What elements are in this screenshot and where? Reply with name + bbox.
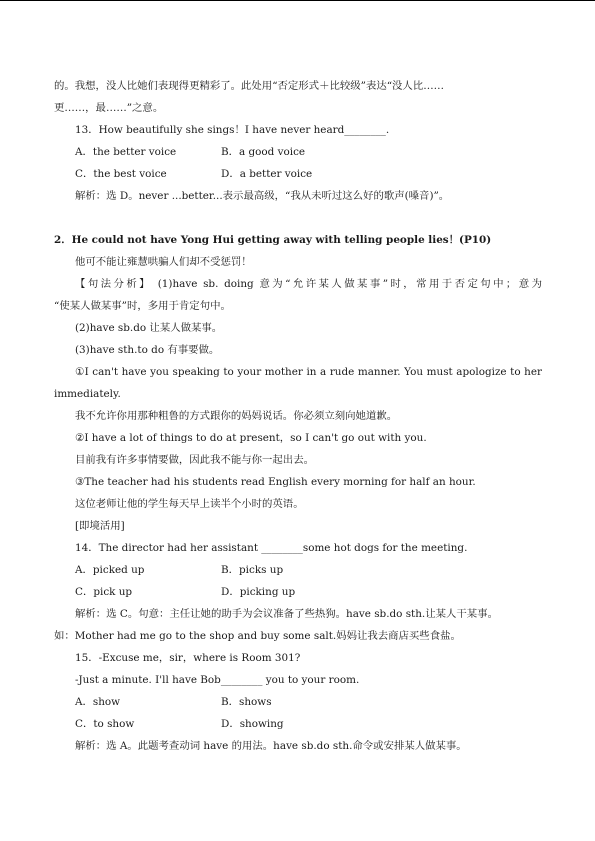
example-1-translation: 我不允许你用那种粗鲁的方式跟你的妈妈说话。你必须立刻向她道歉。: [75, 410, 398, 422]
option-a: A．picked up: [75, 564, 145, 576]
example-3-translation: 这位老师让他的学生每天早上读半个小时的英语。: [75, 498, 304, 510]
option-d: D．showing: [221, 718, 284, 730]
answer-14: 解析：选 C。句意：主任让她的助手为会议准备了些热狗。have sb.do sth.让某人干某事。: [75, 608, 498, 620]
option-a: A．the better voice: [75, 146, 177, 158]
text-line: 的。我想，没人比她们表现得更精彩了。此处用“否定形式＋比较级”表达“没人比……: [54, 80, 444, 92]
usage-2: (2)have sb.do 让某人做某事。: [75, 322, 223, 334]
option-c: C．to show: [75, 718, 135, 730]
text-line: immediately.: [54, 388, 121, 400]
option-a: A．show: [75, 696, 121, 708]
answer-13: 解析：选 D。never ...better...表示最高级，“我从未听过这么好的歌声(嗓音)”。: [75, 190, 450, 202]
question-15: 15．-Excuse me，sir，where is Room 301?: [75, 652, 301, 664]
usage-3: (3)have sth.to do 有事要做。: [75, 344, 220, 356]
text-line: “使某人做某事”时，多用于肯定句中。: [54, 300, 231, 312]
section-2-title: 2．He could not have Yong Hui getting away with telling people lies！(P10): [54, 234, 492, 246]
option-d: D．a better voice: [221, 168, 313, 180]
example-2-translation: 目前我有许多事情要做，因此我不能与你一起出去。: [75, 454, 314, 466]
answer-15: 解析：选 A。此题考查动词 have 的用法。have sb.do sth.命令或安排某人做某事。: [75, 740, 467, 752]
question-15-line-2: -Just a minute. I'll have Bob________ you to your room.: [75, 674, 360, 686]
example-2: ②I have a lot of things to do at present，so I can't go out with you.: [75, 432, 427, 444]
option-b: B．a good voice: [221, 146, 306, 158]
option-b: B．shows: [221, 696, 272, 708]
option-c: C．the best voice: [75, 168, 167, 180]
header-rule: [0, 0, 595, 1]
text-line: 如：Mother had me go to the shop and buy some salt.妈妈让我去商店买些食盐。: [54, 630, 461, 642]
question-14: 14．The director had her assistant ________some hot dogs for the meeting.: [75, 542, 468, 554]
practice-heading: [即境活用]: [75, 520, 125, 532]
option-d: D．picking up: [221, 586, 296, 598]
option-b: B．picks up: [221, 564, 284, 576]
syntax-analysis: 【句法分析】 (1)have sb. doing 意为“允许某人做某事”时，常用于否定句中；意为: [75, 278, 542, 290]
option-c: C．pick up: [75, 586, 133, 598]
question-13: 13．How beautifully she sings！I have never heard________.: [75, 124, 390, 136]
section-2-translation: 他可不能让雍慧哄骗人们却不受惩罚！: [75, 256, 252, 268]
example-3: ③The teacher had his students read English every morning for half an hour.: [75, 476, 476, 488]
text-line: 更……，最……”之意。: [54, 102, 164, 114]
example-1: ①I can't have you speaking to your mother in a rude manner. You must apologize to her: [75, 366, 542, 378]
